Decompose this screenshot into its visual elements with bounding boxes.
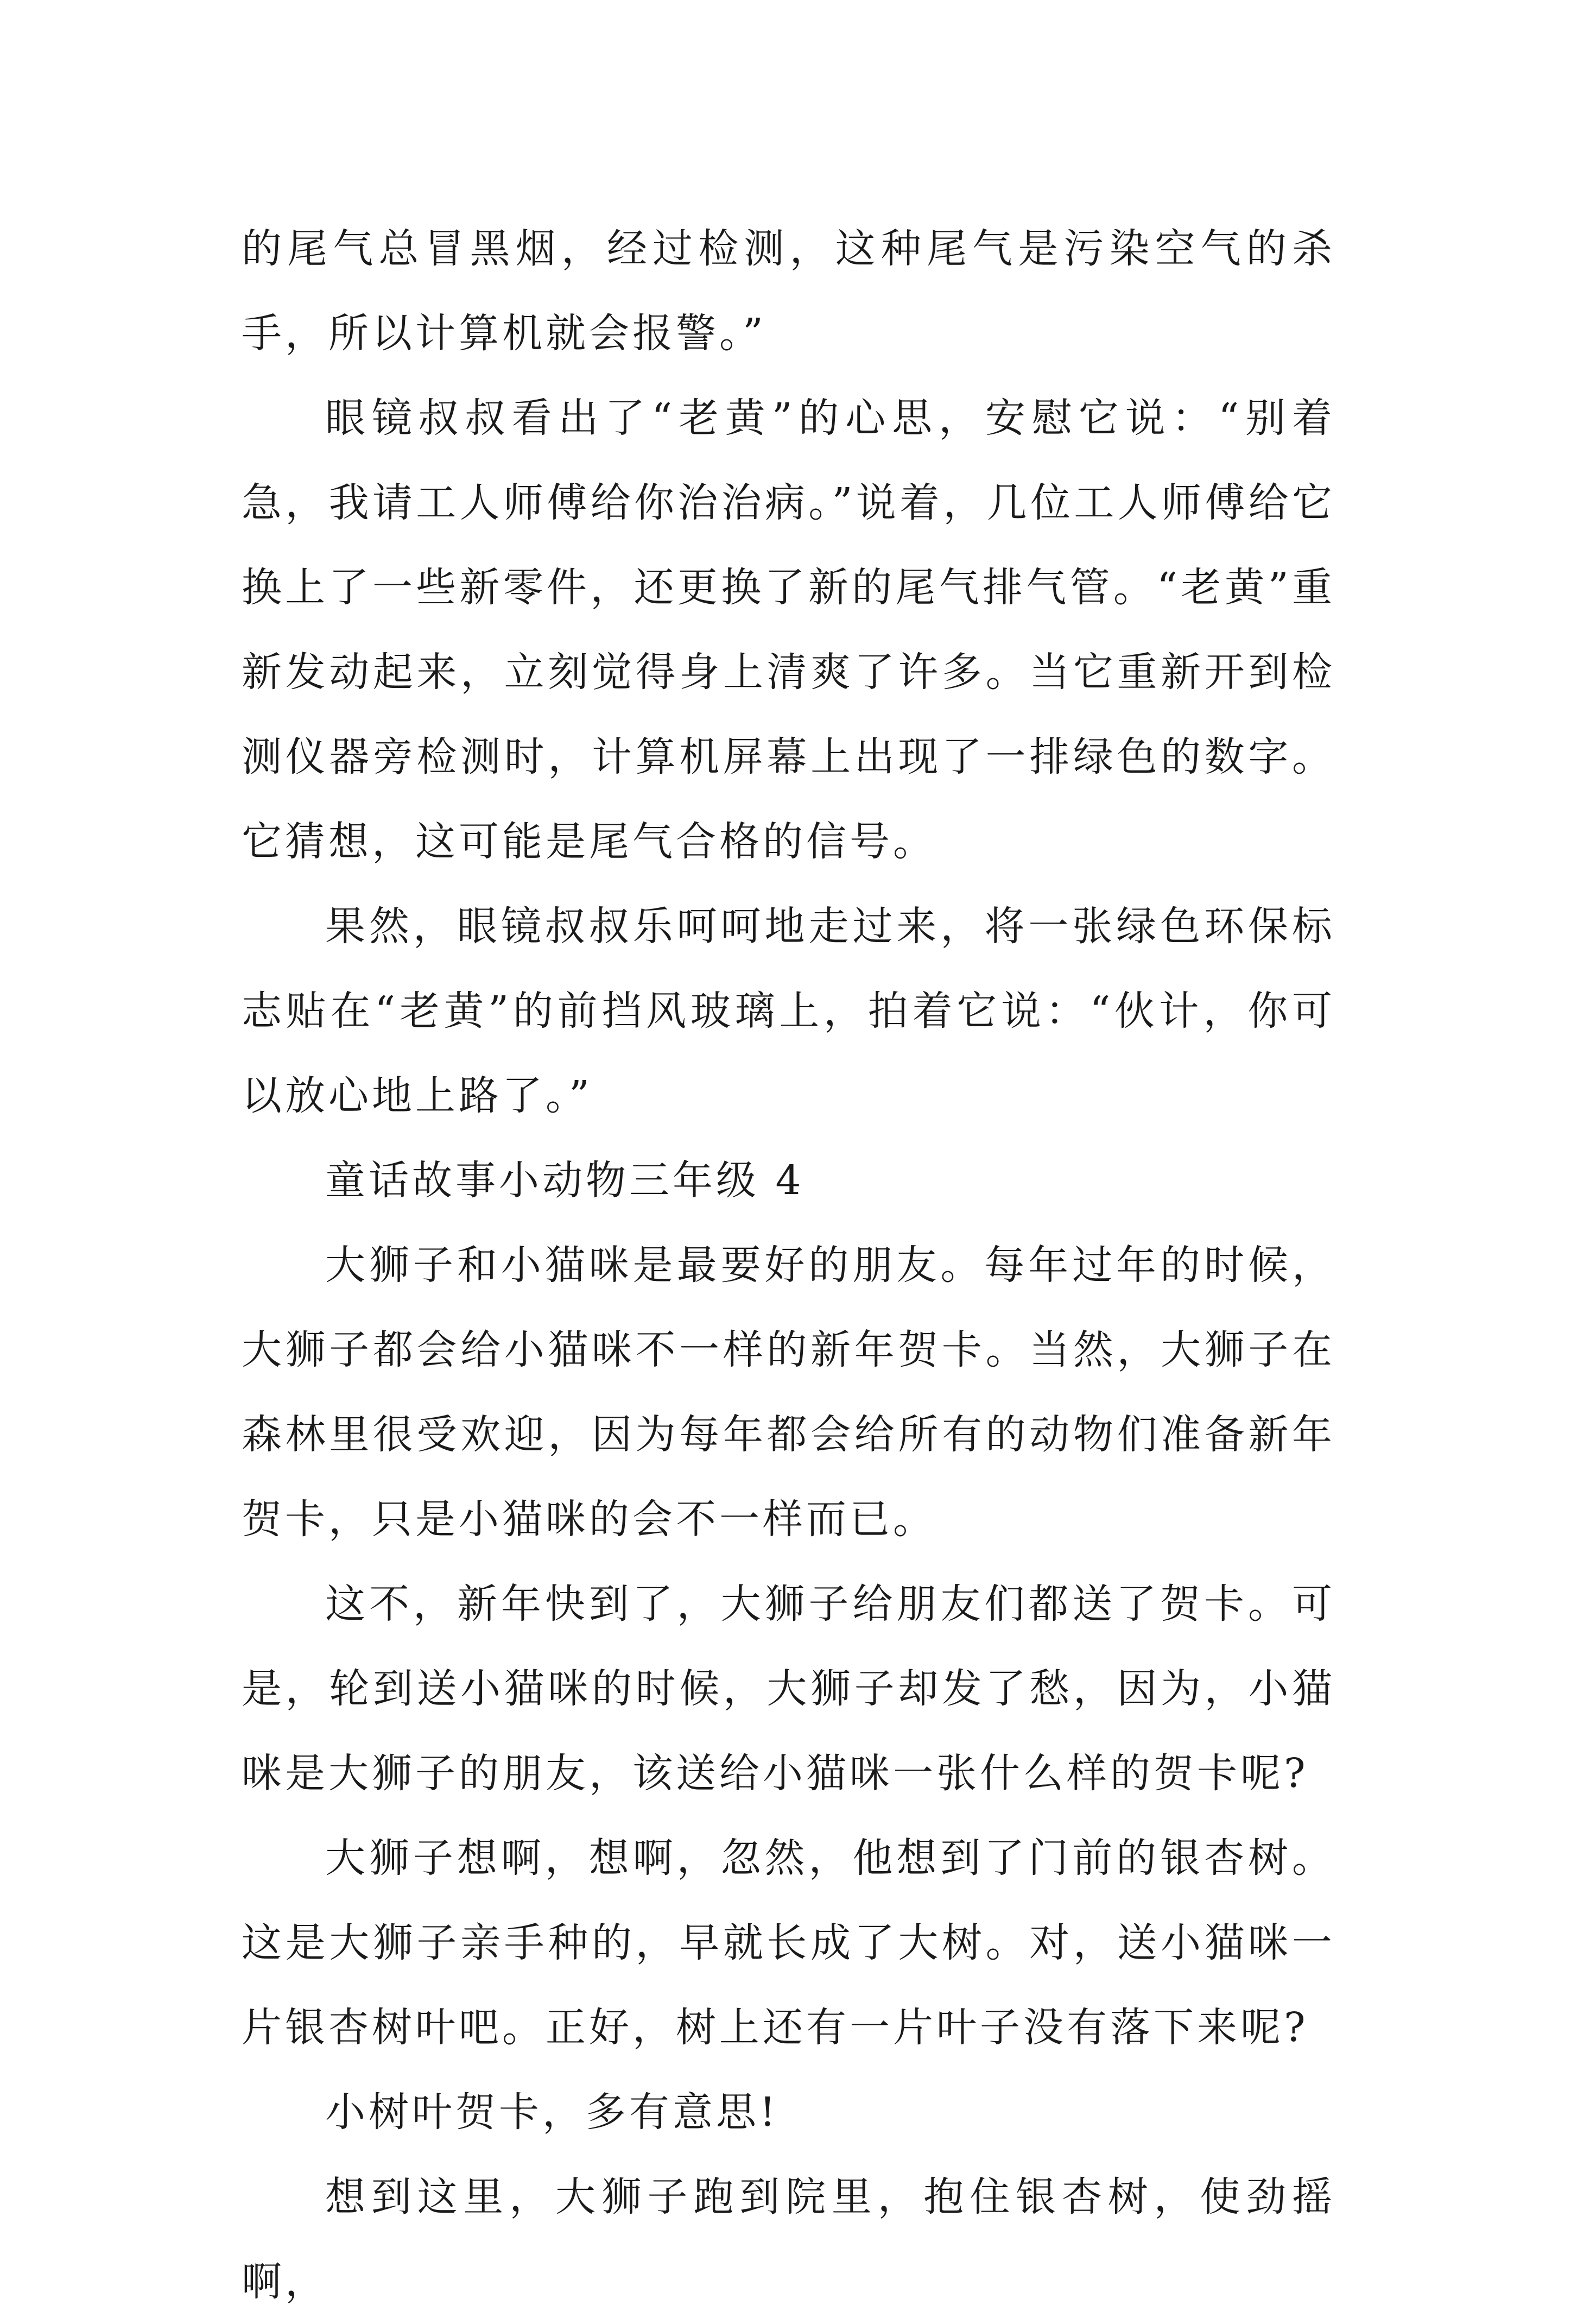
document-page (242, 206, 1335, 2324)
paragraph-8: 小树叶贺卡，多有意思! (325, 2089, 779, 2136)
paragraph-9: 想到这里，大狮子跑到院里，抱住银杏树，使劲摇啊， (242, 2174, 1335, 2305)
section-heading: 童话故事小动物三年级 4 (325, 1157, 804, 1204)
paragraph-2: 眼镜叔叔看出了“老黄”的心思，安慰它说：“别着急，我请工人师傅给你治治病。”说着，几位工人师傅给它换上了一些新零件，还更换了新的尾气排气管。“老黄”重新发动起来，立刻觉得身上清爽了许多。当它重新开到检测仪器旁检测时，计算机屏幕上出现了一排绿色的数字。它猜想，这可能是尾气合格的信号。 (242, 395, 1335, 865)
paragraph-3: 果然，眼镜叔叔乐呵呵地走过来，将一张绿色环保标志贴在“老黄”的前挡风玻璃上，拍着它说：“伙计，你可以放心地上路了。” (242, 903, 1335, 1119)
paragraph-7: 大狮子想啊，想啊，忽然，他想到了门前的银杏树。这是大狮子亲手种的，早就长成了大树。对，送小猫咪一片银杏树叶吧。正好，树上还有一片叶子没有落下来呢? (242, 1835, 1335, 2051)
paragraph-6: 这不，新年快到了，大狮子给朋友们都送了贺卡。可是，轮到送小猫咪的时候，大狮子却发了愁，因为，小猫咪是大狮子的朋友，该送给小猫咪一张什么样的贺卡呢? (242, 1581, 1335, 1797)
paragraph-1: 的尾气总冒黑烟，经过检测，这种尾气是污染空气的杀手，所以计算机就会报警。” (242, 225, 1335, 357)
paragraph-5: 大狮子和小猫咪是最要好的朋友。每年过年的时候，大狮子都会给小猫咪不一样的新年贺卡。当然，大狮子在森林里很受欢迎，因为每年都会给所有的动物们准备新年贺卡，只是小猫咪的会不一样而已。 (242, 1242, 1335, 1543)
